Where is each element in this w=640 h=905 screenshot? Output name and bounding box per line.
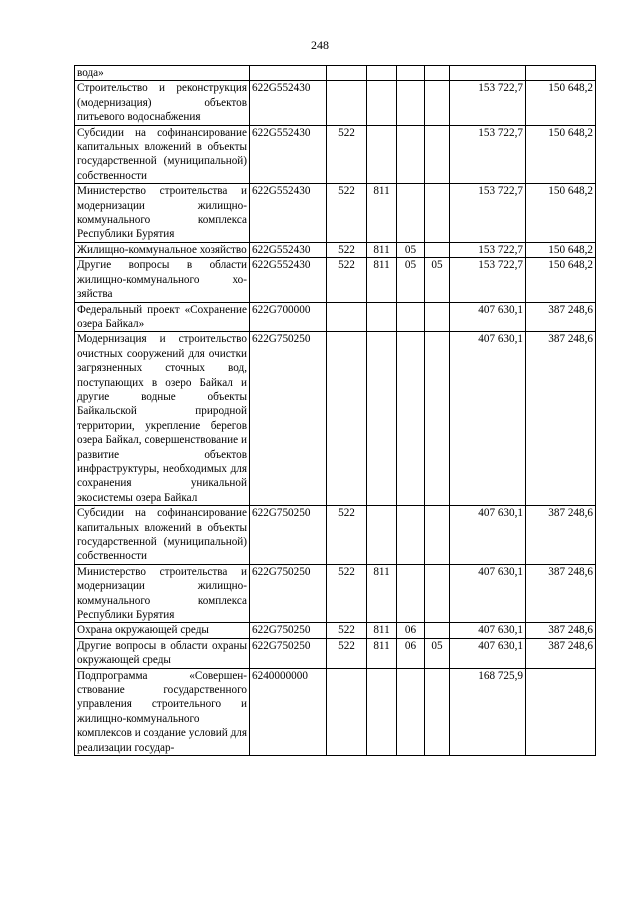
cell-amount-1: 407 630,1: [450, 638, 526, 668]
cell-target-code: 622G750250: [250, 638, 327, 668]
cell-subsection: [425, 623, 450, 638]
table-body: [75, 66, 596, 756]
cell-amount-2: 150 648,2: [526, 242, 596, 257]
cell-amount-1: 407 630,1: [450, 564, 526, 623]
cell-ministry-code: [367, 302, 397, 332]
cell-ministry-code: [367, 66, 397, 81]
cell-amount-1: 153 722,7: [450, 258, 526, 302]
cell-target-code: 622G552430: [250, 81, 327, 125]
cell-expense-type: [327, 66, 367, 81]
cell-amount-2: 150 648,2: [526, 81, 596, 125]
cell-target-code: 622G552430: [250, 258, 327, 302]
table-row: [75, 242, 596, 257]
cell-target-code: 622G750250: [250, 332, 327, 506]
cell-amount-1: 153 722,7: [450, 184, 526, 243]
table-row: [75, 638, 596, 668]
cell-target-code: 622G552430: [250, 242, 327, 257]
cell-subsection: [425, 184, 450, 243]
cell-subsection: [425, 66, 450, 81]
cell-target-code: 6240000000: [250, 668, 327, 755]
table-row: [75, 623, 596, 638]
cell-subsection: [425, 668, 450, 755]
cell-ministry-code: 811: [367, 242, 397, 257]
cell-name: Охрана окружающей среды: [75, 623, 250, 638]
cell-name: Субсидии на софинансирование капитальных вложений в объекты государственной (муниципальной) собственности: [75, 125, 250, 184]
cell-subsection: 05: [425, 638, 450, 668]
table-row: [75, 332, 596, 506]
cell-subsection: [425, 302, 450, 332]
cell-subsection: [425, 564, 450, 623]
table-row: [75, 81, 596, 125]
cell-section: [397, 184, 425, 243]
cell-section: [397, 332, 425, 506]
cell-expense-type: [327, 332, 367, 506]
cell-section: [397, 302, 425, 332]
cell-amount-1: 153 722,7: [450, 242, 526, 257]
cell-expense-type: [327, 302, 367, 332]
table-row: [75, 184, 596, 243]
table-row: [75, 668, 596, 755]
cell-amount-2: 387 248,6: [526, 332, 596, 506]
cell-amount-2: 387 248,6: [526, 302, 596, 332]
cell-section: 06: [397, 623, 425, 638]
cell-name: Министерство строительства и модернизации жилищно-коммунального комплекса Республики Бурятия: [75, 184, 250, 243]
table-row: [75, 564, 596, 623]
cell-amount-1: 407 630,1: [450, 506, 526, 565]
cell-target-code: 622G750250: [250, 506, 327, 565]
cell-name: Субсидии на софинансирование капитальных вложений в объекты государственной (муниципальной) собственности: [75, 506, 250, 565]
cell-ministry-code: 811: [367, 258, 397, 302]
cell-subsection: [425, 332, 450, 506]
cell-expense-type: 522: [327, 638, 367, 668]
cell-subsection: [425, 81, 450, 125]
cell-section: [397, 81, 425, 125]
cell-target-code: 622G750250: [250, 564, 327, 623]
cell-subsection: 05: [425, 258, 450, 302]
cell-amount-1: 168 725,9: [450, 668, 526, 755]
cell-section: [397, 66, 425, 81]
cell-name: Другие вопросы в области жилищно-коммунального хозяйства: [75, 258, 250, 302]
cell-ministry-code: [367, 668, 397, 755]
cell-expense-type: 522: [327, 506, 367, 565]
cell-expense-type: 522: [327, 564, 367, 623]
cell-name: Министерство строительства и модернизации жилищно-коммунального комплекса Республики Бурятия: [75, 564, 250, 623]
cell-amount-2: [526, 668, 596, 755]
cell-section: [397, 564, 425, 623]
cell-name: Подпрограмма «Совершенствование государственного управления строительного и жилищно-коммунального комплексов и создание условий для реализации государ-: [75, 668, 250, 755]
cell-amount-1: 407 630,1: [450, 302, 526, 332]
cell-target-code: 622G552430: [250, 184, 327, 243]
cell-ministry-code: [367, 81, 397, 125]
cell-amount-2: 387 248,6: [526, 506, 596, 565]
cell-ministry-code: [367, 506, 397, 565]
table-row: [75, 66, 596, 81]
cell-amount-2: 150 648,2: [526, 125, 596, 184]
cell-target-code: 622G750250: [250, 623, 327, 638]
cell-amount-1: 153 722,7: [450, 81, 526, 125]
cell-expense-type: 522: [327, 623, 367, 638]
cell-ministry-code: 811: [367, 564, 397, 623]
cell-section: 06: [397, 638, 425, 668]
cell-amount-2: 387 248,6: [526, 638, 596, 668]
table-row: [75, 125, 596, 184]
cell-section: [397, 668, 425, 755]
cell-ministry-code: 811: [367, 623, 397, 638]
cell-target-code: 622G700000: [250, 302, 327, 332]
cell-subsection: [425, 242, 450, 257]
cell-amount-1: 407 630,1: [450, 623, 526, 638]
cell-expense-type: 522: [327, 184, 367, 243]
cell-expense-type: [327, 81, 367, 125]
cell-ministry-code: [367, 332, 397, 506]
cell-ministry-code: [367, 125, 397, 184]
cell-subsection: [425, 506, 450, 565]
cell-ministry-code: 811: [367, 638, 397, 668]
cell-amount-2: 387 248,6: [526, 564, 596, 623]
cell-expense-type: 522: [327, 258, 367, 302]
cell-amount-2: [526, 66, 596, 81]
cell-amount-2: 387 248,6: [526, 623, 596, 638]
cell-name: вода»: [75, 66, 250, 81]
cell-target-code: [250, 66, 327, 81]
cell-amount-1: 407 630,1: [450, 332, 526, 506]
table-row: [75, 302, 596, 332]
cell-name: Другие вопросы в области охраны окружающей среды: [75, 638, 250, 668]
table-row: [75, 506, 596, 565]
cell-section: 05: [397, 258, 425, 302]
cell-section: 05: [397, 242, 425, 257]
cell-name: Модернизация и строительство очистных сооружений для очистки загрязненных сточных вод, поступающих в озеро Байкал и другие водные объекты Байкальской природной территории, укрепление берегов озера Байкал, совершенствование и развитие объектов инфраструктуры, необходимых для сохранения уникальной экосистемы озера Байкал: [75, 332, 250, 506]
table-row: [75, 258, 596, 302]
cell-expense-type: 522: [327, 125, 367, 184]
cell-expense-type: [327, 668, 367, 755]
budget-table: [74, 65, 596, 756]
cell-subsection: [425, 125, 450, 184]
cell-section: [397, 506, 425, 565]
cell-amount-1: [450, 66, 526, 81]
cell-target-code: 622G552430: [250, 125, 327, 184]
cell-section: [397, 125, 425, 184]
cell-name: Федеральный проект «Сохранение озера Байкал»: [75, 302, 250, 332]
cell-amount-2: 150 648,2: [526, 258, 596, 302]
cell-name: Строительство и реконструкция (модернизация) объектов питьевого водоснабжения: [75, 81, 250, 125]
cell-ministry-code: 811: [367, 184, 397, 243]
cell-amount-2: 150 648,2: [526, 184, 596, 243]
cell-expense-type: 522: [327, 242, 367, 257]
page-number: 248: [311, 38, 329, 52]
cell-amount-1: 153 722,7: [450, 125, 526, 184]
cell-name: Жилищно-коммунальное хозяйство: [75, 242, 250, 257]
